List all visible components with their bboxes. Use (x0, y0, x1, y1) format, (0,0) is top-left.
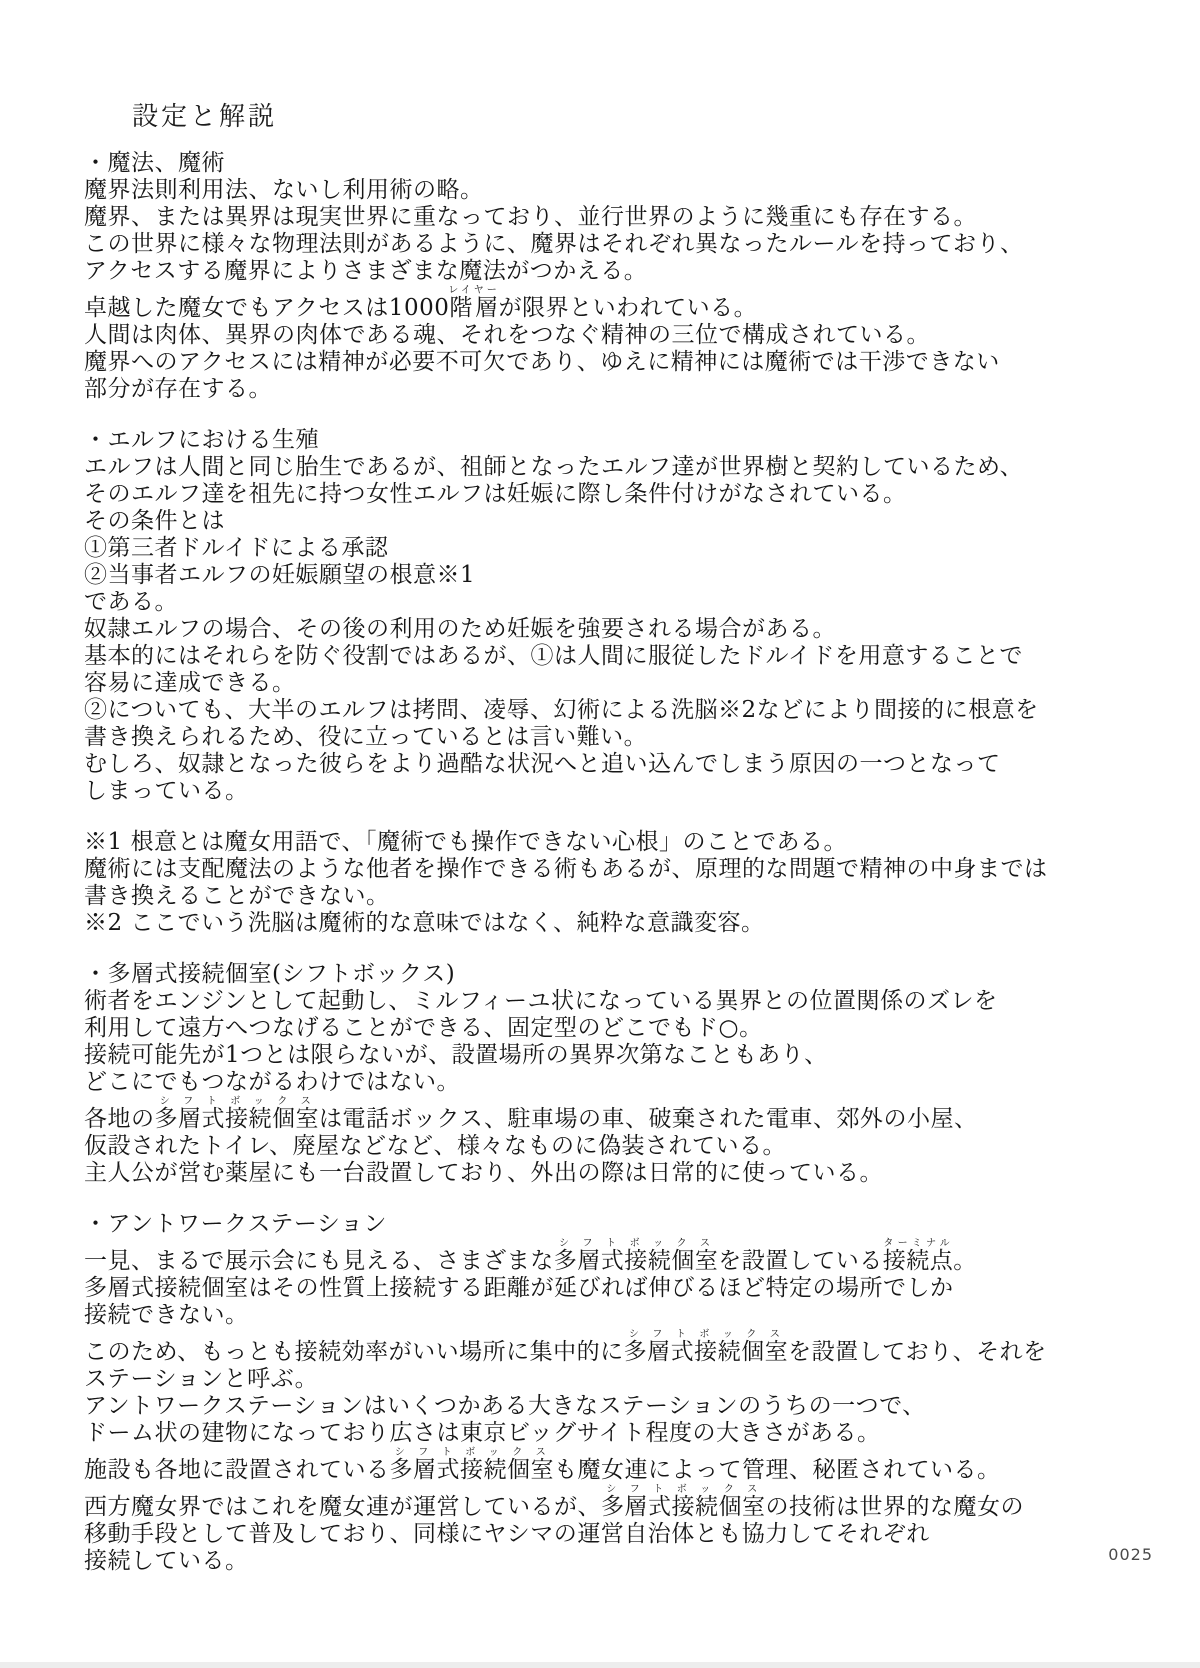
text-line: しまっている。 (84, 778, 249, 804)
text-line: ドーム状の建物になっており広さは東京ビッグサイト程度の大きさがある。 (84, 1420, 881, 1446)
text-line: 施設も各地に設置されている多層式接続個室シフトボックスも魔女連によって管理、秘匿されている。 (84, 1447, 1001, 1483)
text-line: 書き換えられるため、役に立っているとは言い難い。 (84, 724, 648, 750)
ruby-term: 接続点ターミナル (882, 1238, 954, 1274)
ruby-term: 多層式接続個室シフトボックス (389, 1447, 554, 1483)
text-line: アクセスする魔界によりさまざまな魔法がつかえる。 (84, 258, 648, 284)
text-line: 術者をエンジンとして起動し、ミルフィーユ状になっている異界との位置関係のズレを (84, 988, 998, 1014)
text-line: アントワークステーションはいくつかある大きなステーションのうちの一つで、 (84, 1393, 926, 1419)
text-line: 卓越した魔女でもアクセスは1000階層レイヤーが限界といわれている。 (84, 285, 758, 321)
text-section (84, 1211, 1164, 1575)
text-line: そのエルフ達を祖先に持つ女性エルフは妊娠に際し条件付けがなされている。 (84, 481, 907, 507)
text-line: どこにでもつながるわけではない。 (84, 1069, 460, 1095)
text-line: 魔界へのアクセスには精神が必要不可欠であり、ゆえに精神には魔術では干渉できない (84, 349, 1000, 375)
text-line: 仮設されたトイレ、廃屋などなど、様々なものに偽装されている。 (84, 1133, 787, 1159)
ruby-term: 多層式接続個室シフトボックス (601, 1484, 766, 1520)
text-line: 魔界、または異界は現実世界に重なっており、並行世界のように幾重にも存在する。 (84, 204, 977, 230)
ruby-term: 階層レイヤー (448, 285, 500, 321)
text-line: 基本的にはそれらを防ぐ役割ではあるが、①は人間に服従したドルイドを用意することで (84, 643, 1023, 669)
text-line: この世界に様々な物理法則があるように、魔界はそれぞれ異なったルールを持っており、 (84, 231, 1024, 257)
text-line: 接続している。 (84, 1548, 249, 1574)
text-line: 奴隷エルフの場合、その後の利用のため妊娠を強要される場合がある。 (84, 616, 836, 642)
text-line: 接続できない。 (84, 1302, 249, 1328)
text-line: 主人公が営む薬屋にも一台設置しており、外出の際は日常的に使っている。 (84, 1160, 883, 1186)
text-line: ②についても、大半のエルフは拷問、凌辱、幻術による洗脳※2などにより間接的に根意を (84, 697, 1039, 723)
text-line: 移動手段として普及しており、同様にヤシマの運営自治体とも協力してそれぞれ (84, 1521, 930, 1547)
text-line: ①第三者ドルイドによる承認 (84, 535, 389, 561)
text-line: その条件とは (84, 508, 225, 534)
text-line: むしろ、奴隷となった彼らをより過酷な状況へと追い込んでしまう原因の一つとなって (84, 751, 1001, 777)
text-line: 部分が存在する。 (84, 376, 272, 402)
text-section (84, 829, 1164, 937)
text-line: ※1 根意とは魔女用語で、「魔術でも操作できない心根」のことである。 (84, 829, 847, 855)
text-line: ・アントワークステーション (84, 1211, 387, 1237)
text-line: ・多層式接続個室(シフトボックス) (84, 961, 456, 987)
ruby-term: 多層式接続個室シフトボックス (553, 1238, 719, 1274)
text-line: ※2 ここでいう洗脳は魔術的な意味ではなく、純粋な意識変容。 (84, 910, 765, 936)
text-line: ・魔法、魔術 (84, 150, 225, 176)
document-content (84, 150, 1164, 1599)
text-line: 魔術には支配魔法のような他者を操作できる術もあるが、原理的な問題で精神の中身までは (84, 856, 1048, 882)
text-line: 魔界法則利用法、ないし利用術の略。 (84, 177, 484, 203)
text-line: このため、もっとも接続効率がいい場所に集中的に多層式接続個室シフトボックスを設置しており、それを (84, 1329, 1047, 1365)
text-line: ステーションと呼ぶ。 (84, 1366, 319, 1392)
text-line: 書き換えることができない。 (84, 883, 390, 909)
text-line: 西方魔女界ではこれを魔女連が運営しているが、多層式接続個室シフトボックスの技術は世界的な魔女の (84, 1484, 1024, 1520)
text-line: 一見、まるで展示会にも見える、さまざまな多層式接続個室シフトボックスを設置している接続点ターミナル。 (84, 1238, 977, 1274)
ruby-term: 多層式接続個室シフトボックス (623, 1329, 789, 1365)
text-line: 利用して遠方へつなげることができる、固定型のどこでもド○。 (84, 1015, 763, 1041)
text-line: 各地の多層式接続個室シフトボックスは電話ボックス、駐車場の車、破棄された電車、郊外の小屋、 (84, 1096, 978, 1132)
text-line: 多層式接続個室はその性質上接続する距離が延びれば伸びるほど特定の場所でしか (84, 1275, 954, 1301)
text-section (84, 150, 1164, 403)
text-section (84, 427, 1164, 805)
text-section (84, 961, 1164, 1187)
text-line: ・エルフにおける生殖 (84, 427, 319, 453)
scan-edge-artifact (0, 1662, 1200, 1668)
text-line: ②当事者エルフの妊娠願望の根意※1 (84, 562, 476, 588)
text-line: エルフは人間と同じ胎生であるが、祖師となったエルフ達が世界樹と契約しているため、 (84, 454, 1024, 480)
page-title: 設定と解説 (132, 101, 278, 131)
text-line: である。 (84, 589, 178, 615)
text-line: 人間は肉体、異界の肉体である魂、それをつなぐ精神の三位で構成されている。 (84, 322, 930, 348)
ruby-term: 多層式接続個室シフトボックス (154, 1096, 319, 1132)
text-line: 容易に達成できる。 (84, 670, 296, 696)
text-line: 接続可能先が1つとは限らないが、設置場所の異界次第なこともあり、 (84, 1042, 828, 1068)
page-number: 0025 (1108, 1545, 1153, 1564)
